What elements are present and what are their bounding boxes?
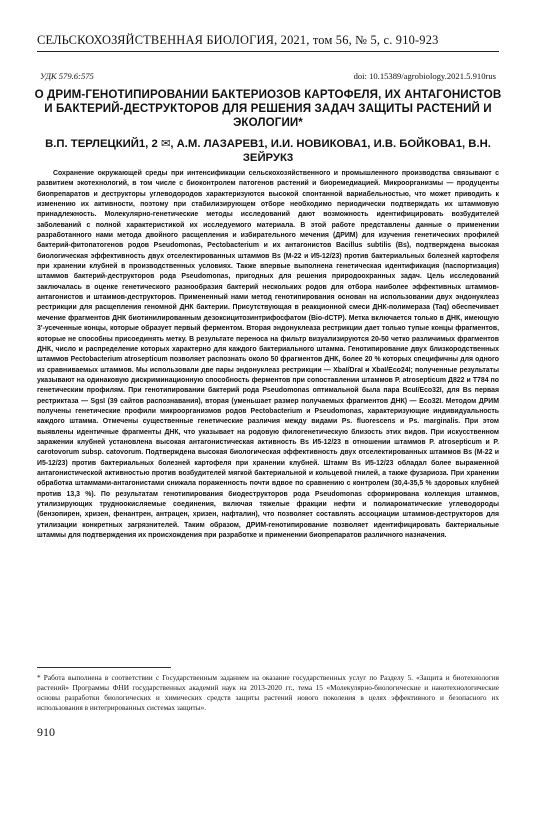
udk-code: УДК 579.6:575 xyxy=(40,71,94,81)
author-list: В.П. ТЕРЛЕЦКИЙ1, 2 ✉, А.М. ЛАЗАРЕВ1, И.И. НОВИКОВА1, И.В. БОЙКОВА1, В.Н. ЗЕЙРУК3 xyxy=(45,138,491,164)
header-divider xyxy=(37,51,499,52)
funding-footnote: * Работа выполнена в соответствии с Государственным заданием на оказание государственных услуг по Разделу 5. «Защита и биотехнология растений» Программы ФНИ государственных академий наук на 2013-2020 гг., тема 15 «Молекулярно-биологические и нанотехнологические основы разработки биологических и химических средств защиты растений нового поколения в целях эффективного и безопасного их использования в интегрированных системах защиты». xyxy=(37,673,499,712)
abstract-text: Сохранение окружающей среды при интенсификации сельскохозяйственного и промышленного производства связывают с развитием экотехнологий, в том числе с биоконтролем патогенов растений и биоремедиацией. Микроорганизмы — продуценты биопрепаратов и деструкторы углеводородов характеризуются высокой спонтанной вариабельностью, что может приводить к изменению их активности, поэтому при стабилизирующем отборе необходимо периодически подтверждать их штаммовую принадлежность. Молекулярно-генетические методы исследований дают возможность идентифицировать возбудителей заболеваний с полной характеристикой их исследуемого материала. В этой работе представлены данные о применении разработанного нами метода двойного расщепления и избирательного мечения (ДРИМ) для изучения генетических профилей бактерий-фитопатогенов родов Pseudomonas, Pectobacterium и их антагонистов Bacillus subtilis (Bs), подтверждена высокая биологическая эффективность двух отселектированных штаммов Bs (М-22 и И5-12/23) против бактериальных болезней картофеля при хранении клубней в производственных условиях. Также впервые выполнена генетическая идентификация (паспортизация) штаммов бактерий-деструкторов рода Pseudomonas, пригодных для решения природоохранных задач. Цель исследований заключалась в оценке генетического разнообразия бактерий нескольких родов для отбора наиболее эффективных штаммов-антагонистов и штаммов-деструкторов. Примененный нами метод генотипирования основан на использовании двух эндонуклеаз рестрикции для расщепления геномной ДНК бактерии. Присутствующая в реакционной смеси ДНК-полимераза (Taq) обеспечивает мечение фрагментов ДНК биотинилированным дезоксицитозинтрифосфатом (Bio-dCTP). Метка включается только в ДНК, имеющую 3'-усеченные концы, которые образует первый ферментом. Вторая эндонуклеаза рестрикции дает только тупые концы фрагментов, которые не способны присоединять метку. В результате переноса на фильтр визуализируются 20-50 четко различимых фрагментов ДНК, число и распределение которых характерно для каждого бактериального штамма. Генотипирование двух близкородственных штаммов Pectobacterium atrosepticum позволяет распознать около 50 фрагментов ДНК, более 20 % которых специфичны для одного из сравниваемых штаммов. Мы использовали две пары эндонуклеаз рестрикции — XbaI/DraI и XbaI/Eco24I; полученные результаты указывают на одинаковую дискриминационную способность ферментов при сопоставлении штаммов P. atrosepticum Д822 и Т784 по генетическим профилям. При генотипировании бактерий рода Pseudomonas оптимальной была пара BcuI/Eco32I, для Bs первая рестриктаза — SgsI (39 сайтов распознавания), вторая (уменьшает размер получаемых фрагментов ДНК) — Eco32I. Методом ДРИМ получены генетические профили микроорганизмов родов Pectobacterium и Pseudomonas, характеризующие индивидуальность каждого штамма. Отмечены существенные генетические различия между видами Ps. fluorescens и Ps. marginalis. При этом выявлены идентичные фрагменты ДНК, что указывает на родовую филогенетическую близость этих видов. При искусственном заражении клубней установлена высокая антагонистическая активность Bs И5-12/23 в отношении штаммов P. atrosepticum и P. carotovorum subsp. catovorum. Подтверждена высокая биологическая эффективность двух отселектированных штаммов Bs (М-22 и И5-12/23) против бактериальных болезней картофеля при хранении клубней. Штамм Bs И5-12/23 обладал более выраженной антагонистической активностью против возбудителей мягкой бактериальной и кольцевой гнилей, а также фузариоза. При хранении обработка штаммами-антагонистами снижала пораженность почти вдвое по сравнению с контролем (30,4-35,5 % здоровых клубней против 13,3 %). По результатам генотипирования биодеструкторов рода Pseudomonas сформирована коллекция штаммов, утилизирующих трудноокисляемые соединения, включая тяжелые фракции нефти и полиароматические углеводороды (бензопирен, хризен, фенантрен, антрацен, хризен, нафталин), что позволяет составлять ассоциации штаммов-деструкторов для утилизации конкретных загрязнителей. Таким образом, ДРИМ-генотипирование позволяет идентифицировать бактериальные штаммы для подтверждения их происхождения при разработке и применении биопрепаратов различного назначения. xyxy=(37,170,499,540)
page-number: 910 xyxy=(37,725,55,739)
doi-reference[interactable]: doi: 10.15389/agrobiology.2021.5.910rus xyxy=(353,71,496,81)
footnote-divider xyxy=(37,667,171,668)
journal-header: СЕЛЬСКОХОЗЯЙСТВЕННАЯ БИОЛОГИЯ, 2021, том 56, № 5, с. 910-923 xyxy=(37,33,439,47)
article-title: О ДРИМ-ГЕНОТИПИРОВАНИИ БАКТЕРИОЗОВ КАРТОФЕЛЯ, ИХ АНТАГОНИСТОВ И БАКТЕРИЙ-ДЕСТРУКТОРОВ ДЛЯ РЕШЕНИЯ ЗАДАЧ ЗАЩИТЫ РАСТЕНИЙ И ЭКОЛОГИИ* xyxy=(34,88,502,129)
